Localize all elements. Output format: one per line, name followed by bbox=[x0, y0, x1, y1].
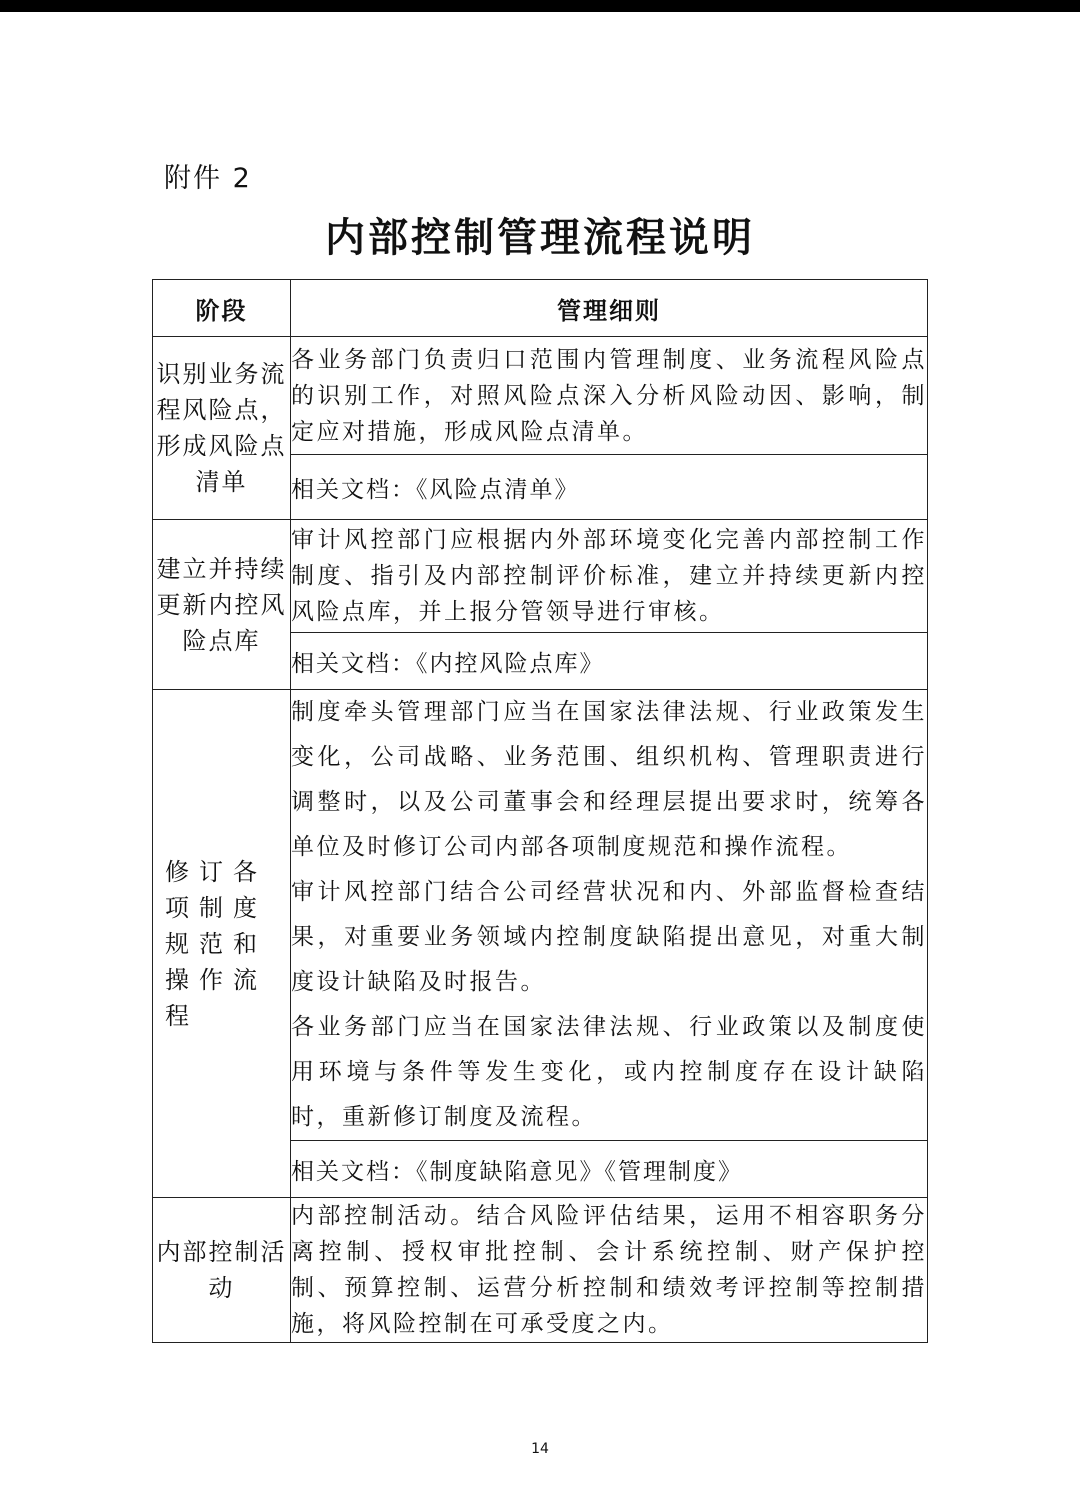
rule-paragraph: 各业务部门应当在国家法律法规、行业政策以及制度使用环境与条件等发生变化，或内控制度存在设计缺陷时，重新修订制度及流程。 bbox=[291, 1014, 927, 1130]
page-title: 内部控制管理流程说明 bbox=[325, 214, 755, 261]
rule-paragraph: 审计风控部门应根据内外部环境变化完善内部控制工作制度、指引及内部控制评价标准，建立并持续更新内控风险点库，并上报分管领导进行审核。 bbox=[291, 527, 927, 625]
header-stage: 阶段 bbox=[153, 280, 291, 337]
process-table bbox=[152, 279, 928, 1343]
rules-cell bbox=[291, 1198, 928, 1343]
rules-cell bbox=[291, 520, 928, 633]
related-docs-cell: 相关文档：《风险点清单》 bbox=[291, 455, 928, 520]
rules-cell bbox=[291, 690, 928, 1141]
page-number: 14 bbox=[531, 1441, 549, 1457]
rule-paragraph: 各业务部门负责归口范围内管理制度、业务流程风险点的识别工作，对照风险点深入分析风险动因、影响，制定应对措施，形成风险点清单。 bbox=[291, 346, 927, 445]
stage-cell: 修订各项制度规范和操作流程 bbox=[153, 690, 291, 1198]
table-header-row bbox=[153, 280, 928, 337]
related-docs-cell: 相关文档：《制度缺陷意见》《管理制度》 bbox=[291, 1141, 928, 1198]
top-border-bar bbox=[0, 0, 1080, 12]
rule-paragraph: 内部控制活动。结合风险评估结果，运用不相容职务分离控制、授权审批控制、会计系统控制、财产保护控制、预算控制、运营分析控制和绩效考评控制等控制措施，将风险控制在可承受度之内。 bbox=[291, 1203, 927, 1337]
table-row bbox=[153, 690, 928, 1141]
table-row bbox=[153, 337, 928, 455]
related-docs-cell: 相关文档：《内控风险点库》 bbox=[291, 633, 928, 690]
rules-cell bbox=[291, 337, 928, 455]
stage-cell: 建立并持续更新内控风险点库 bbox=[153, 520, 291, 690]
attachment-label: 附件 2 bbox=[164, 163, 252, 194]
stage-cell: 识别业务流程风险点，形成风险点清单 bbox=[153, 337, 291, 520]
rule-paragraph: 制度牵头管理部门应当在国家法律法规、行业政策发生变化，公司战略、业务范围、组织机构、管理职责进行调整时，以及公司董事会和经理层提出要求时，统筹各单位及时修订公司内部各项制度规范和操作流程。 bbox=[291, 699, 927, 860]
header-rules: 管理细则 bbox=[291, 280, 928, 337]
table-row bbox=[153, 520, 928, 633]
rule-paragraph: 审计风控部门结合公司经营状况和内、外部监督检查结果，对重要业务领域内控制度缺陷提出意见，对重大制度设计缺陷及时报告。 bbox=[291, 879, 927, 995]
stage-cell: 内部控制活动 bbox=[153, 1198, 291, 1343]
table-row bbox=[153, 1198, 928, 1343]
